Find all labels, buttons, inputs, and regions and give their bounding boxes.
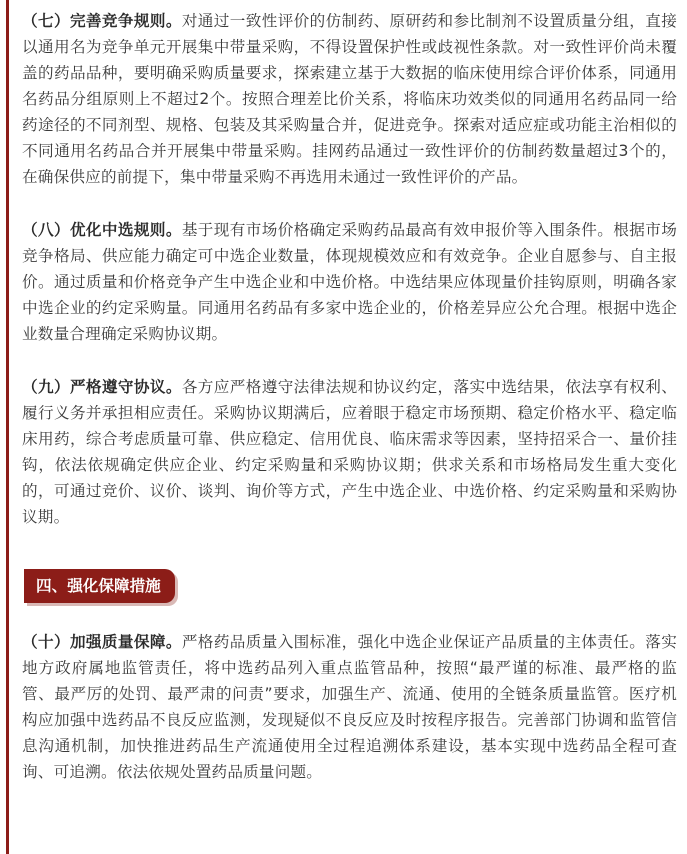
paragraph-heading: （九）严格遵守协议。 [22, 378, 182, 396]
article-body [22, 8, 677, 812]
paragraph-heading: （七）完善竞争规则。 [22, 12, 182, 30]
left-accent-rule [6, 0, 9, 854]
paragraph-text: 各方应严格遵守法律法规和协议约定，落实中选结果，依法享有权利、履行义务并承担相应责任。采购协议期满后，应着眼于稳定市场预期、稳定价格水平、稳定临床用药，综合考虑质量可靠、供应稳定、信用优良、临床需求等因素，坚持招采合一、量价挂钩，依法依规确定供应企业、约定采购量和采购协议期；供求关系和市场格局发生重大变化的，可通过竞价、议价、谈判、询价等方式，产生中选企业、中选价格、约定采购量和采购协议期。 [22, 378, 677, 526]
paragraph-7 [22, 8, 677, 190]
paragraph-8 [22, 217, 677, 347]
paragraph-heading: （八）优化中选规则。 [22, 221, 182, 239]
paragraph-heading: （十）加强质量保障。 [22, 633, 182, 651]
paragraph-text: 基于现有市场价格确定采购药品最高有效申报价等入围条件。根据市场竞争格局、供应能力确定可中选企业数量，体现规模效应和有效竞争。企业自愿参与、自主报价。通过质量和价格竞争产生中选企业和中选价格。中选结果应体现量价挂钩原则，明确各家中选企业的约定采购量。同通用名药品有多家中选企业的，价格差异应公允合理。根据中选企业数量合理确定采购协议期。 [22, 221, 677, 343]
section-heading-badge: 四、强化保障措施 [24, 569, 175, 603]
paragraph-10 [22, 629, 677, 785]
paragraph-text: 严格药品质量入围标准，强化中选企业保证产品质量的主体责任。落实地方政府属地监管责任，将中选药品列入重点监管品种，按照“最严谨的标准、最严格的监管、最严厉的处罚、最严肃的问责”要求，加强生产、流通、使用的全链条质量监管。医疗机构应加强中选药品不良反应监测，发现疑似不良反应及时按程序报告。完善部门协调和监管信息沟通机制，加快推进药品生产流通使用全过程追溯体系建设，基本实现中选药品全程可查询、可追溯。依法依规处置药品质量问题。 [22, 633, 677, 781]
paragraph-text: 对通过一致性评价的仿制药、原研药和参比制剂不设置质量分组，直接以通用名为竞争单元开展集中带量采购，不得设置保护性或歧视性条款。对一致性评价尚未覆盖的药品品种，要明确采购质量要求，探索建立基于大数据的临床使用综合评价体系，同通用名药品分组原则上不超过2个。按照合理差比价关系，将临床功效类似的同通用名药品同一给药途径的不同剂型、规格、包装及其采购量合并，促进竞争。探索对适应症或功能主治相似的不同通用名药品合并开展集中带量采购。挂网药品通过一致性评价的仿制药数量超过3个的，在确保供应的前提下，集中带量采购不再选用未通过一致性评价的产品。 [22, 12, 677, 186]
paragraph-9 [22, 374, 677, 530]
